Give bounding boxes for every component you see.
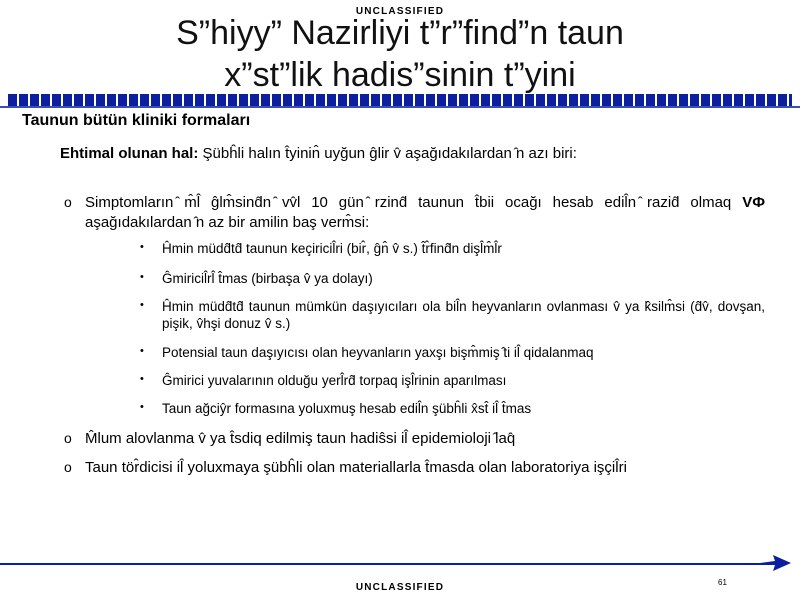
title-divider-stripes bbox=[8, 94, 792, 106]
sub-bullet-marker: • bbox=[140, 299, 144, 311]
title-divider-line bbox=[0, 106, 800, 108]
bullet-text: Simptomların ̂m̂l̂ ĝlm̂sind̂n ̂vv̂l 10 gün ̂rzind̂ taunun t̂bii ocağı hesab edil̂n ̂razid̂ olmaq bbox=[85, 194, 743, 211]
bullet-item-epidemiological-link: M̂lum alovlanma v̂ ya t̂sdiq edilmiş taun hadiŝsi il̂ epidemioloji ̂laq̂ bbox=[85, 430, 516, 447]
sub-bullet-item bbox=[140, 372, 765, 389]
sub-bullet-text: Potensial taun daşıyıcısı olan heyvanların yaxşı bişm̂miş ̂ti il̂ qidalanmaq bbox=[162, 345, 594, 360]
bullet-text: aşağıdakılardan ̂n az bir amilin baş verm̂si: bbox=[85, 214, 370, 231]
sub-bullet-item bbox=[140, 270, 765, 287]
sub-bullet-marker: • bbox=[140, 401, 144, 413]
probable-case-text: Şübĥli halın t̂yinin̂ uyğun ĝlir v̂ aşağıdakılardan ̂n azı biri: bbox=[198, 145, 577, 162]
sub-bullet-marker: • bbox=[140, 373, 144, 385]
probable-case-paragraph bbox=[60, 144, 765, 164]
sub-bullet-item bbox=[140, 344, 765, 361]
bullet-item-symptoms bbox=[85, 193, 765, 233]
classification-top: UNCLASSIFIED bbox=[355, 6, 445, 17]
title-line-1: S”hiyy” Nazirliyi t”r”find”n taun bbox=[176, 14, 624, 52]
sub-bullet-text: Taun ağciŷr formasına yoluxmuş hesab edil̂n şübĥli x̂st̂ il̂ t̂mas bbox=[162, 401, 532, 416]
sub-bullet-text: Ĝmirici yuvalarının olduğu yerl̂rd̂ torpaq işl̂rinin aparılması bbox=[162, 373, 507, 388]
bullet-marker: o bbox=[64, 459, 72, 475]
bullet-item-laboratory-workers: Taun tör̂dicisi il̂ yoluxmaya şübĥli olan materiallarla t̂masda olan laboratoriya işçil̂ri bbox=[85, 459, 627, 476]
title-line-2: x”st”lik hadis”sinin t”yini bbox=[224, 56, 576, 94]
classification-bottom: UNCLASSIFIED bbox=[355, 582, 445, 593]
bullet-marker: o bbox=[64, 430, 72, 446]
sub-bullet-item bbox=[140, 240, 765, 257]
arrow-right-icon bbox=[745, 552, 791, 574]
bullet-marker: o bbox=[64, 194, 72, 210]
sub-bullet-text: Ĥmin müdd̂td̂ taunun mümkün daşıyıcıları ola bil̂n heyvanların ovlanması v̂ ya k̂silm̂si (d̂v̂, dovşan, pişik, v̂hşi donuz v̂ s.) bbox=[162, 299, 765, 331]
section-heading: Taunun bütün kliniki formaları bbox=[22, 112, 251, 129]
sub-bullet-marker: • bbox=[140, 345, 144, 357]
sub-bullet-item bbox=[140, 400, 765, 417]
sub-bullet-marker: • bbox=[140, 271, 144, 283]
probable-case-label: Ehtimal olunan hal: bbox=[60, 145, 199, 162]
footer-line bbox=[0, 563, 760, 565]
page-number: 61 bbox=[718, 578, 727, 587]
slide-title bbox=[20, 12, 780, 96]
sub-bullet-text: Ĥmin müdd̂td̂ taunun keçiricil̂ri (bir̂, ĝn̂ v̂ s.) t̂r̂find̂n dişl̂m̂l̂r bbox=[162, 241, 502, 256]
sub-bullet-text: Ĝmiricil̂rl̂ t̂mas (birbaşa v̂ ya dolayı) bbox=[162, 271, 373, 286]
sub-bullet-marker: • bbox=[140, 241, 144, 253]
sub-bullet-item bbox=[140, 298, 765, 332]
bullet-bold-term: VФ bbox=[742, 194, 765, 211]
